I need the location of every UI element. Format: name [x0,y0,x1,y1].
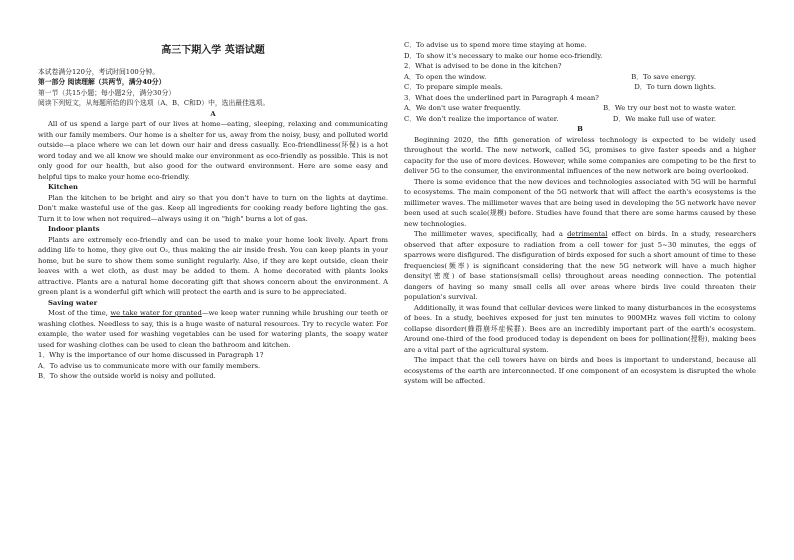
question-3-option-c: C．We don't realize the importance of water. [404,114,559,123]
passage-label-b: B [577,125,583,133]
question-3-options-row-2 [404,114,756,125]
question-2-options-row-1 [404,72,756,83]
question-2-option-a: A．To open the window. [404,72,487,81]
underlined-word: detrimental [567,230,608,238]
question-2-option-b: B．To save energy. [631,72,696,81]
underlined-phrase: we take water for granted [110,309,202,317]
paragraph-water-start: Most of the time, [48,309,111,317]
question-1-option-a: A．To advise us to communicate more with our family members. [38,361,261,370]
meta-text: 本试卷满分120分，考试时间100分钟。 [38,67,160,76]
paragraph-kitchen: Plan the kitchen to be bright and airy so that you don't have to turn on the lights at daytime. Don't make wasteful use of the gas. Keep all ingredients for cooking ready before lighting the gas. Turn it to low when not required—always using it on "high" burns a lot of gas. [38,193,388,223]
paragraph-evidence: There is some evidence that the new devices and technologies associated with 5G will be harmful to ecosystems. The main component of the 5G network that will affect the earth's ecosystems is the millimeter waves. The millimeter waves that are being used in developing the 5G network have never been used at such scale(规模) before. Studies have found that there are some harms caused by these new technologies. [404,177,756,228]
section-heading: 第一节（共15小题；每小题2分，满分30分） [38,88,176,97]
question-2-option-c: C．To prepare simple meals. [404,83,503,91]
question-3-option-b: B．We try our best not to waste water. [603,104,736,112]
instructions: 阅读下列短文，从每题所给的四个选项（A、B、C和D）中，选出最佳选项。 [38,99,270,107]
question-1-option-d: D．To show it's necessary to make our home eco-friendly. [404,51,603,60]
question-3-options-row-1 [404,103,756,114]
question-2-option-d: D．To turn down lights. [634,83,716,91]
paragraph-birds-rest: effect on birds. In a study, researchers observed that after exposure to radiation from a cell tower for just 5~30 minutes, the eggs of sparrows were disfigured. The disfiguration of birds exposed for such a short amount of time to these frequencies(频率) is significant considering that the new 5G network will have a much higher density(密度) of base stations(small cells) throughout areas needing connection. The potential dangers of having so many small cells all over areas where birds live could threaten their population's survival. [404,230,756,301]
question-2: 2．What is advised to be done in the kitchen? [404,62,562,70]
left-column [38,40,388,382]
paragraph-bees: Additionally, it was found that cellular devices were linked to many disturbances in the ecosystems of bees. In a study, beehives exposed for just ten minutes to 900MHz waves fell victim to colony collapse disorder(蜂群崩坏症候群). Bees are an incredibly important part of the earth's ecosystem. Around one-third of the food produced today is dependent on bees for pollination(授粉), making bees are a vital part of the agricultural system. [404,303,756,354]
question-1: 1．Why is the importance of our home discussed in Paragraph 1? [38,351,264,359]
question-3: 3．What does the underlined part in Paragraph 4 mean? [404,93,599,102]
paragraph-plants: Plants are extremely eco-friendly and can be used to make your home look lively. Apart from adding life to home, they give out O₂, thus making the air inside fresh. You can keep plants in your home, but be sure to show them some sunlight regularly. Also, if they are kept outside, clean their leaves with a wet cloth, as dust may be added to them. A home decorated with plants looks attractive. Plants are a natural home decorating gift that shows concern about the environment. A green plant is a wonderful gift which will protect the earth and is sure to be appreciated. [38,235,388,296]
question-2-options-row-2 [404,82,756,93]
subheading-plants: Indoor plants [48,225,100,233]
subheading-water: Saving water [48,298,98,307]
question-1-option-c: C．To advise us to spend more time staying at home. [404,41,587,49]
passage-label-a: A [210,109,216,118]
paragraph-5g-intro: Beginning 2020, the fifth generation of wireless technology is expected to be widely used throughout the world. The new network, called 5G, promises to give faster speeds and a higher capacity for the use of more devices. However, while some companies are competing to be the first to deliver 5G to the consumer, the environmental influences of the new network are being overlooked. [404,135,756,175]
right-column [404,40,756,387]
paragraph-water-rest: —we keep water running while brushing our teeth or washing clothes. Needless to say, this is a huge waste of natural resources. Try to recycle water. For example, the water used for washing vegetables can be used for watering plants, the soapy water used for washing clothes can be used to clean the bathroom and kitchen. [38,309,388,349]
paragraph-birds [404,229,756,303]
question-3-option-a: A．We don't use water frequently. [404,104,521,112]
paragraph-water [38,308,388,350]
paragraph-birds-start: The millimeter waves, specifically, had a [414,230,568,238]
paragraph-intro: All of us spend a large part of our lives at home—eating, sleeping, relaxing and communicating with our family members. Our home is a shelter for us, away from the noisy, busy, and polluted world outside—a place where we can let down our hair and dress casually. Eco-friendliness(环保) is a hot word today and we all know we should make our environment as eco-friendly as possible. This is not only good for our health, but also good for the outward environment. Here are some easy and helpful tips to make your home eco-friendly. [38,120,388,181]
subheading-kitchen: Kitchen [48,183,78,191]
part-heading: 第一部分 阅读理解（共两节，满分40分） [38,78,166,86]
question-1-option-b: B．To show the outside world is noisy and polluted. [38,372,216,380]
paragraph-conclusion: The impact that the cell towers have on birds and bees is important to understand, because all ecosystems of the earth are interconnected. If one component of an ecosystem is disrupted the whole system will be affected. [404,356,756,385]
page-title: 高三下期入学 英语试题 [161,45,265,56]
question-3-option-d: D．We make full use of water. [612,114,716,123]
